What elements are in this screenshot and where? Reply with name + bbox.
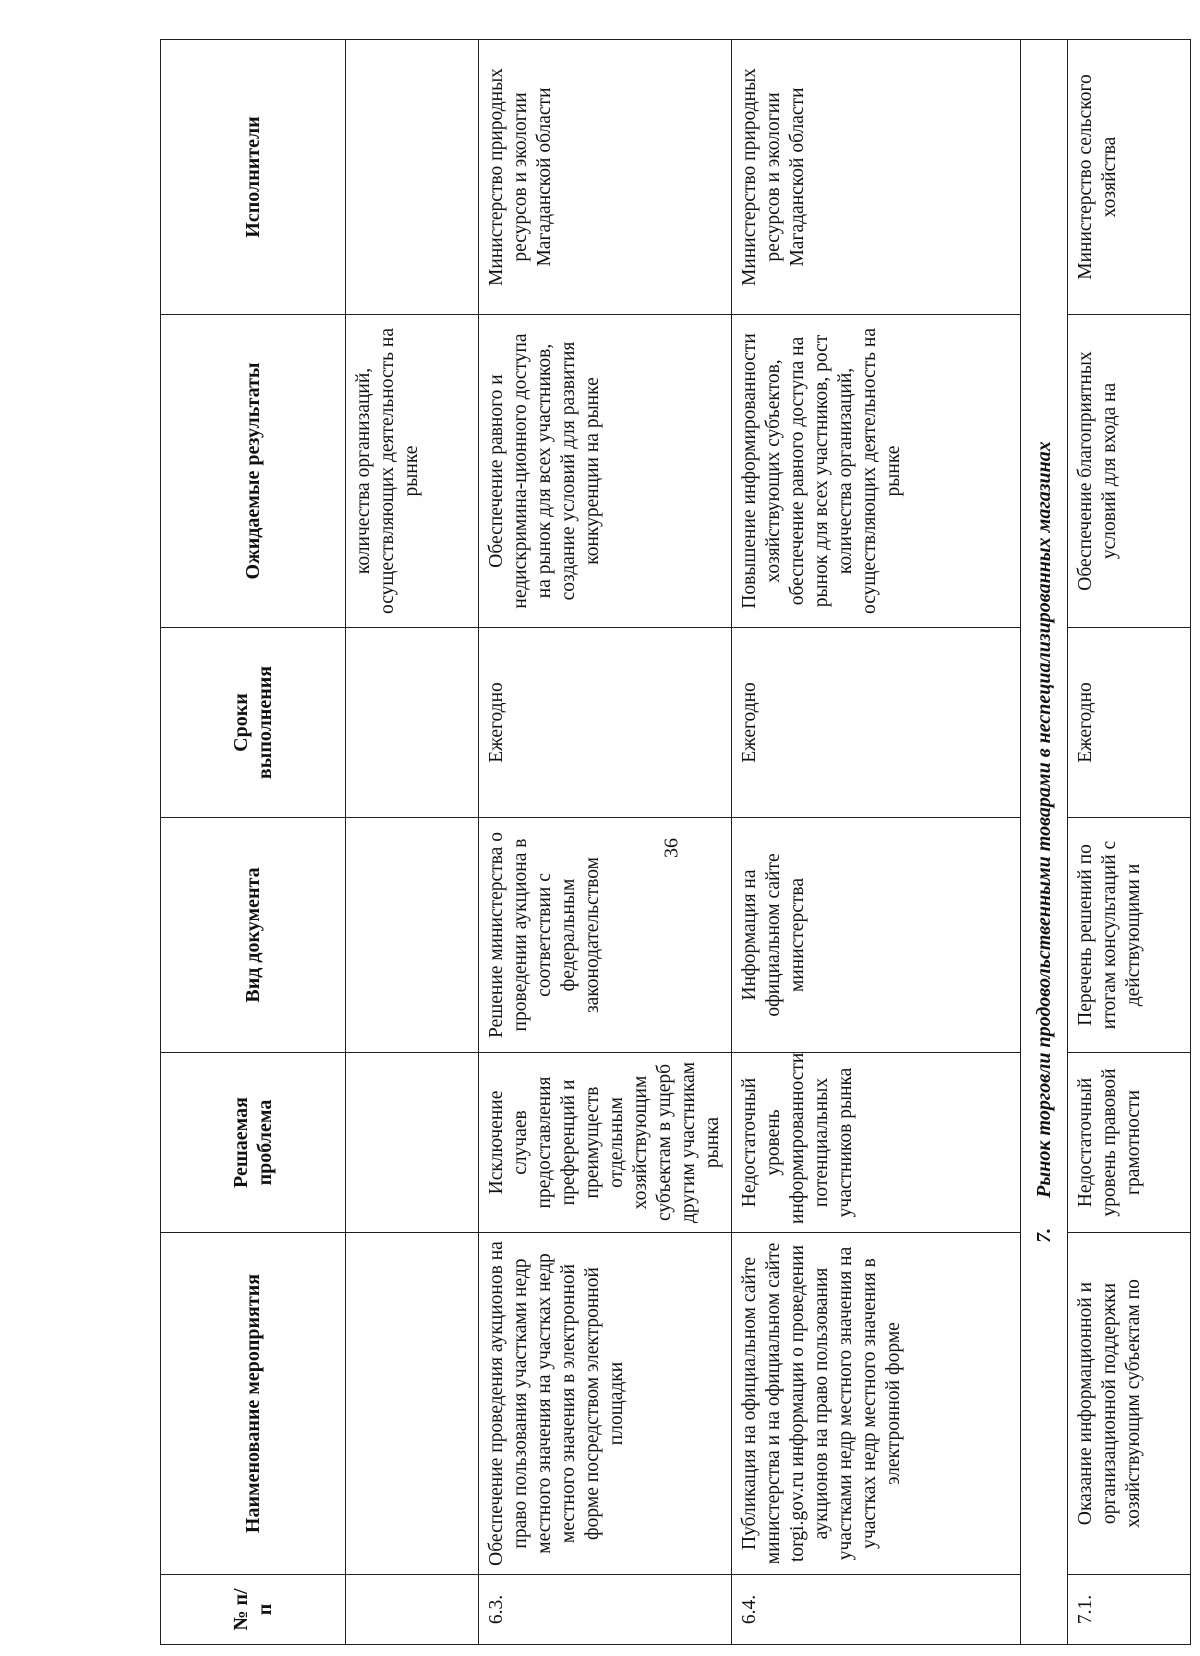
cell-name: Публикация на официальном сайте министерства и на официальном сайте torgi.gov.ru информации о проведении аукционов на право пользования участками недр местного значения на участках недр местного значения в электронной форме (732, 1233, 1021, 1575)
cell-term: Ежегодно (1068, 628, 1191, 818)
cell-exec: Министерство природных ресурсов и экологии Магаданской области (479, 40, 732, 315)
rotated-table-wrapper (160, 40, 1164, 1645)
cell-result: Обеспечение равного и недискримина-ционного доступа на рынок для всех участников, создание условий для развития конкуренции на рынке (479, 315, 732, 628)
cell-name: Обеспечение проведения аукционов на право пользования участками недр местного значения на участках недр местного значения в электронной форме посредством электронной площадки (479, 1233, 732, 1575)
cell-problem: Недостаточный уровень правовой грамотности (1068, 1053, 1191, 1233)
header-doc: Вид документа (161, 818, 346, 1053)
table-row (479, 40, 732, 1645)
cell-result: Повышение информированности хозяйствующих субъектов, обеспечение равного доступа на рынок для всех участников, рост количества организаций, осуществляющих деятельность на рынке (732, 315, 1021, 628)
table-row (346, 40, 479, 1645)
cell-problem: Недостаточный уровень информированности потенциальных участников рынка (732, 1053, 1021, 1233)
cell-term: Ежегодно (479, 628, 732, 818)
cell-doc: Решение министерства о проведении аукциона в соответствии с федеральным законодательством (479, 818, 732, 1053)
section-heading-row (1021, 40, 1068, 1645)
header-term: Сроки выполнения (161, 628, 346, 818)
action-plan-table (160, 39, 1191, 1645)
section-number: 7. (1033, 1227, 1055, 1243)
header-exec: Исполнители (161, 40, 346, 315)
cell-result: количества организаций, осуществляющих деятельность на рынке (346, 315, 479, 628)
cell-num: 6.4. (732, 1575, 1021, 1645)
header-name: Наименование мероприятия (161, 1233, 346, 1575)
header-result: Ожидаемые результаты (161, 315, 346, 628)
cell-exec (346, 40, 479, 315)
cell-doc (346, 818, 479, 1053)
table-row (1068, 40, 1191, 1645)
cell-doc: Информация на официальном сайте министерства (732, 818, 1021, 1053)
cell-problem (346, 1053, 479, 1233)
cell-problem: Исключение случаев предоставления преференций и преимуществ отдельным хозяйствующим субъектам в ущерб другим участникам рынка (479, 1053, 732, 1233)
cell-num: 6.3. (479, 1575, 732, 1645)
cell-result: Обеспечение благоприятных условий для входа на (1068, 315, 1191, 628)
section-title: Рынок торговли продовольственными товарами в неспециализированных магазинах (1033, 441, 1055, 1198)
table-header-row (161, 40, 346, 1645)
cell-exec: Министерство сельского хозяйства (1068, 40, 1191, 315)
cell-doc: Перечень решений по итогам консультаций с действующими и (1068, 818, 1191, 1053)
cell-num: 7.1. (1068, 1575, 1191, 1645)
section-heading (1021, 40, 1068, 1645)
cell-num (346, 1575, 479, 1645)
page-number: 36 (660, 838, 683, 858)
header-problem: Решаемая проблема (161, 1053, 346, 1233)
cell-name (346, 1233, 479, 1575)
cell-name: Оказание информационной и организационной поддержки хозяйствующим субъектам по (1068, 1233, 1191, 1575)
cell-exec: Министерство природных ресурсов и экологии Магаданской области (732, 40, 1021, 315)
cell-term (346, 628, 479, 818)
cell-term: Ежегодно (732, 628, 1021, 818)
header-num: № п/п (161, 1575, 346, 1645)
table-row (732, 40, 1021, 1645)
